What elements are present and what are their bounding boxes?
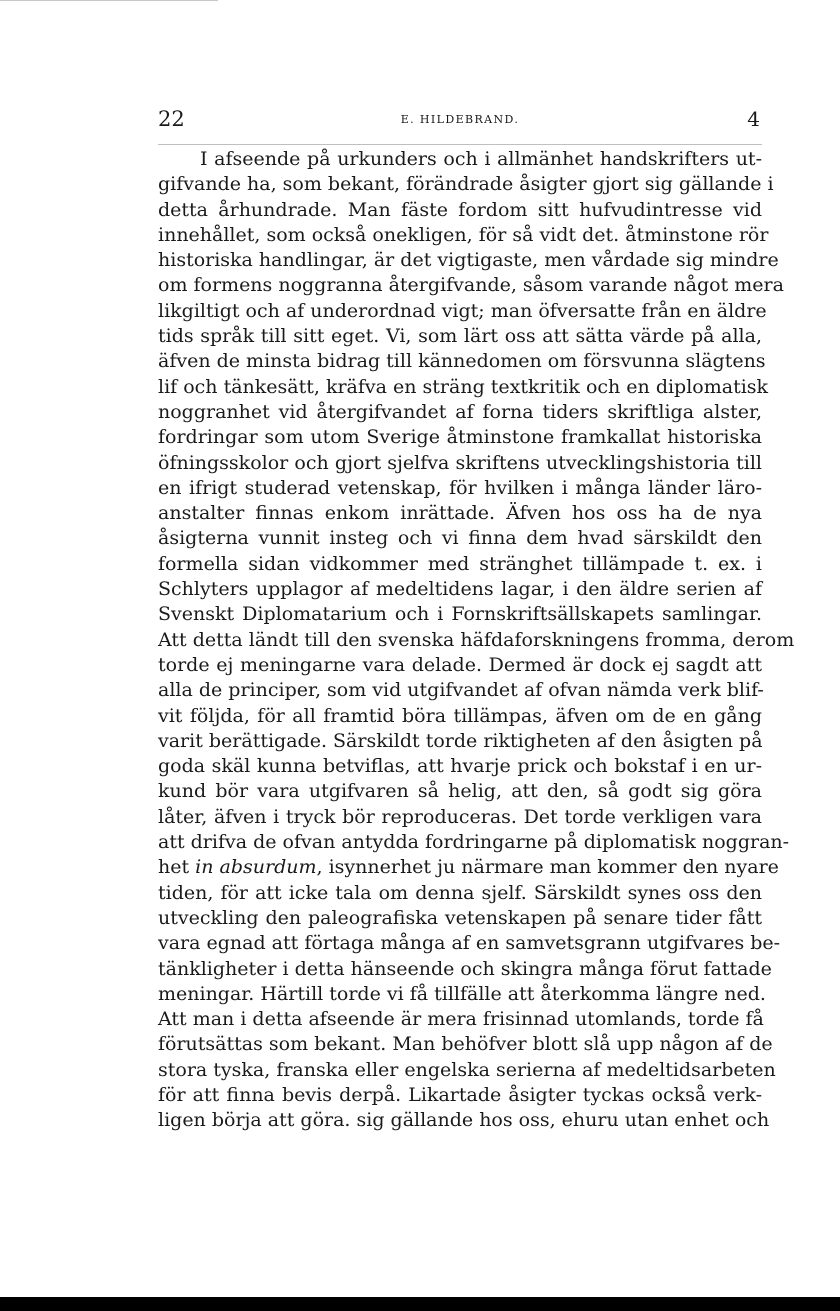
text-line: ligen börja att göra. sig gällande hos oss, ehuru utan enhet och [158, 1109, 770, 1132]
text-line: torde ej meningarne vara delade. Dermed är dock ej sagdt att [158, 653, 762, 676]
text-line: tiden, för att icke tala om denna sjelf. Särskildt synes oss den [158, 881, 762, 904]
text-line: likgiltigt och af underordnad vigt; man öfversatte från en äldre [158, 299, 767, 322]
text-line: vara egnad att förtaga många af en samvetsgrann utgifvares be- [158, 932, 781, 955]
text-line: Schlyters upplagor af medeltidens lagar, i den äldre serien af [158, 578, 762, 601]
text-line: utveckling den paleografiska vetenskapen på senare tider fått [158, 906, 762, 929]
text-line: tänkligheter i detta hänseende och skingra många förut fattade [158, 957, 772, 980]
text-line: en ifrigt studerad vetenskap, för hvilken i många länder läro- [158, 476, 762, 499]
text-line: låter, äfven i tryck bör reproduceras. Det torde verkligen vara [158, 805, 762, 828]
header-rule [158, 144, 762, 145]
text-line: att drifva de ofvan antydda fordringarne på diplomatisk noggran- [158, 831, 790, 854]
text-line: åsigterna vunnit insteg och vi finna dem hvad särskildt den [158, 527, 762, 550]
text-line: anstalter finnas enkom inrättade. Äfven hos oss ha de nya [158, 502, 762, 525]
text-line: I afseende på urkunders och i allmänhet handskrifters ut- [200, 148, 762, 170]
text-line: äfven de minsta bidrag till kännedomen om försvunna slägtens [158, 350, 766, 373]
text-line: goda skäl kunna betviflas, att hvarje prick och bokstaf i en ur- [158, 755, 762, 778]
text-line: historiska handlingar, är det vigtigaste, men vårdade sig mindre [158, 249, 779, 272]
text-line: om formens noggranna återgifvande, såsom varande något mera [158, 274, 784, 297]
running-head [158, 106, 762, 132]
running-head-title: E. HILDEBRAND. [400, 113, 520, 126]
text-line: noggranhet vid återgifvandet af forna tiders skriftliga alster, [158, 400, 762, 423]
text-line: Svenskt Diplomatarium och i Fornskriftsällskapets samlingar. [158, 603, 762, 626]
text-line: alla de principer, som vid utgifvandet af ofvan nämda verk blif- [158, 679, 764, 702]
text-line: Att detta ländt till den svenska häfdaforskningens fromma, derom [158, 628, 795, 651]
text-line: varit berättigade. Särskildt torde riktigheten af den åsigten på [158, 729, 763, 752]
text-line: het in absurdum, isynnerhet ju närmare man kommer den nyare [158, 856, 779, 879]
text-line: tids språk till sitt eget. Vi, som lärt oss att sätta värde på alla, [158, 325, 762, 348]
signature-mark: 4 [747, 107, 760, 131]
text-line: för att finna bevis derpå. Likartade åsigter tyckas också verk- [158, 1083, 762, 1106]
text-line: kund bör vara utgifvaren så helig, att den, så godt sig göra [158, 780, 762, 803]
scan-bottom-edge [0, 1297, 840, 1311]
text-line: öfningsskolor och gjort sjelfva skriftens utvecklingshistoria till [158, 451, 762, 474]
text-line: lif och tänkesätt, kräfva en sträng textkritik och en diplomatisk [158, 375, 769, 398]
scan-edge-rule [0, 0, 218, 1]
text-line: vit följda, för all framtid böra tillämpas, äfven om de en gång [158, 704, 762, 727]
text-line: detta århundrade. Man fäste fordom sitt hufvudintresse vid [158, 198, 762, 221]
text-line: stora tyska, franska eller engelska serierna af medeltidsarbeten [158, 1058, 776, 1081]
text-line: fordringar som utom Sverige åtminstone framkallat historiska [158, 426, 762, 449]
text-line: förutsättas som bekant. Man behöfver blott slå upp någon af de [158, 1033, 773, 1056]
text-line: Att man i detta afseende är mera frisinnad utomlands, torde få [158, 1008, 764, 1031]
text-line: innehållet, som också onekligen, för så vidt det. åtminstone rör [158, 223, 769, 246]
text-line: meningar. Härtill torde vi få tillfälle att återkomma längre ned. [158, 982, 766, 1005]
text-line: formella sidan vidkommer med stränghet tillämpade t. ex. i [158, 552, 762, 575]
page-number: 22 [158, 107, 185, 131]
text-line: gifvande ha, som bekant, förändrade åsigter gjort sig gällande i [158, 173, 774, 196]
body-text [158, 147, 795, 1134]
